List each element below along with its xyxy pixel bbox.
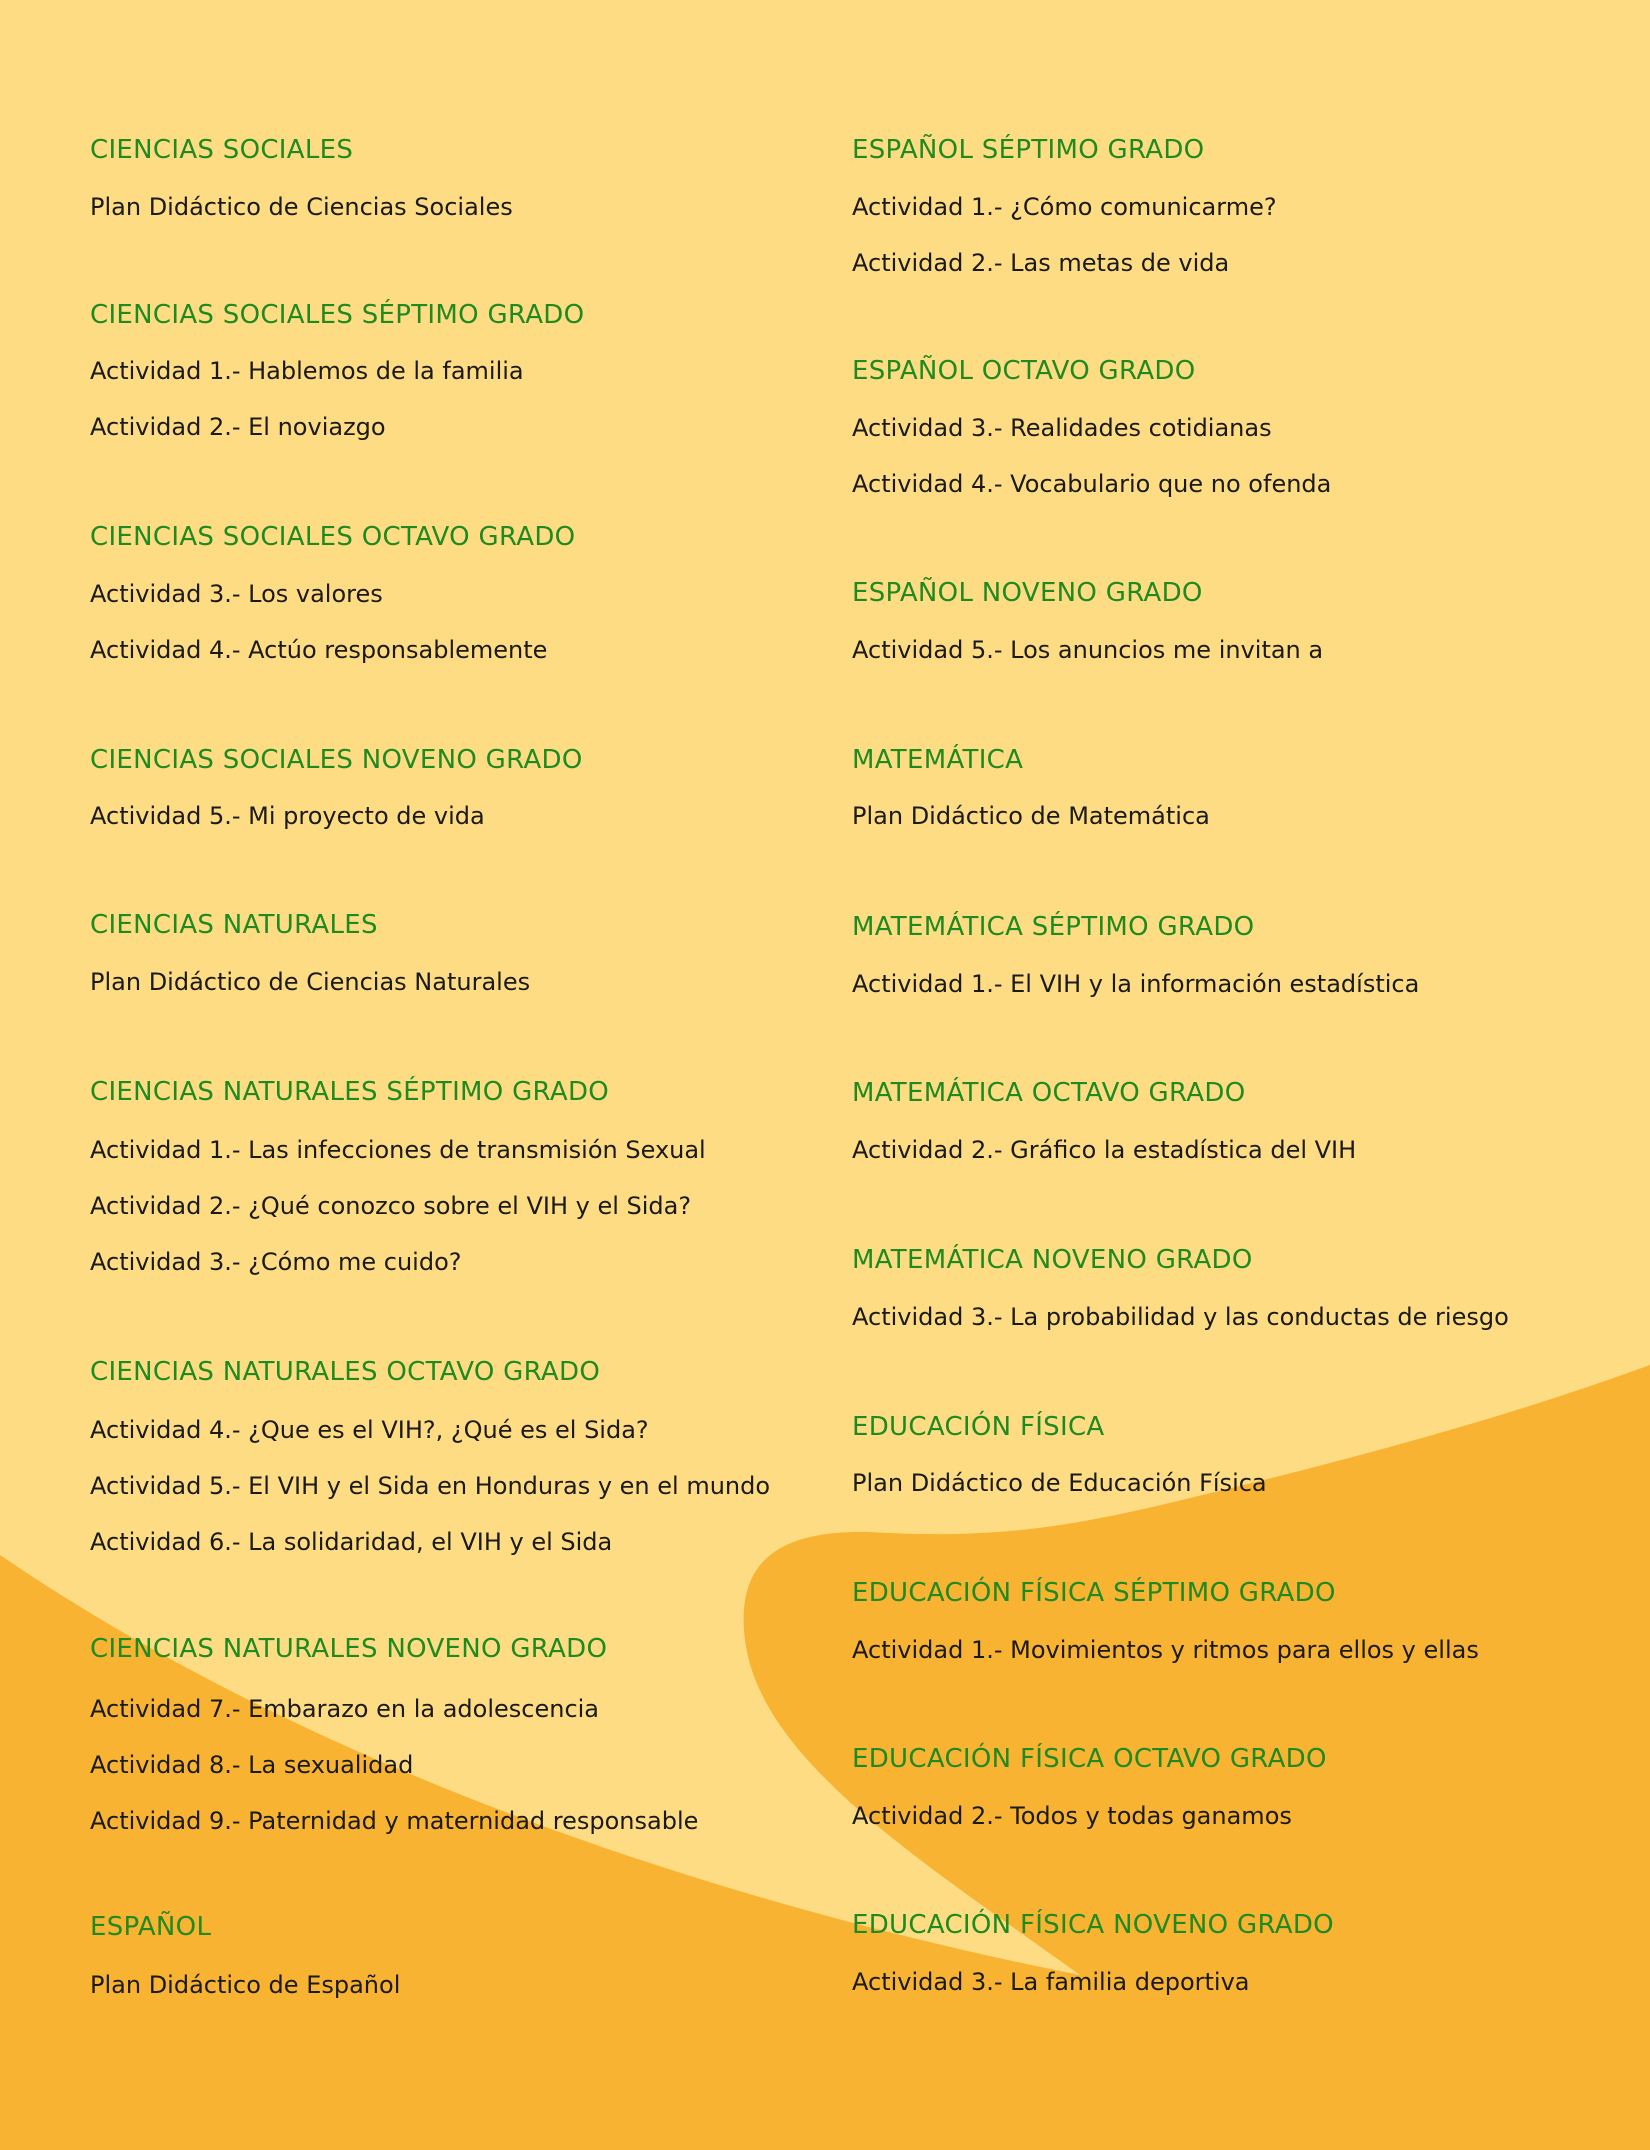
section-heading: CIENCIAS NATURALES NOVENO GRADO: [90, 1634, 608, 1664]
activity-item: Actividad 4.- ¿Que es el VIH?, ¿Qué es el Sida?: [90, 1416, 649, 1444]
section-heading: MATEMÁTICA NOVENO GRADO: [852, 1245, 1253, 1275]
activity-item: Actividad 7.- Embarazo en la adolescencia: [90, 1695, 600, 1723]
section-heading: ESPAÑOL NOVENO GRADO: [852, 578, 1203, 608]
activity-item: Plan Didáctico de Matemática: [852, 802, 1210, 830]
activity-item: Actividad 2.- Todos y todas ganamos: [852, 1802, 1292, 1830]
section-heading: ESPAÑOL OCTAVO GRADO: [852, 356, 1196, 386]
section-heading: CIENCIAS NATURALES SÉPTIMO GRADO: [90, 1077, 610, 1107]
activity-item: Actividad 3.- ¿Cómo me cuido?: [90, 1248, 462, 1276]
activity-item: Actividad 2.- Gráfico la estadística del VIH: [852, 1136, 1357, 1164]
section-heading: CIENCIAS SOCIALES OCTAVO GRADO: [90, 522, 576, 552]
activity-item: Actividad 5.- Los anuncios me invitan a: [852, 636, 1324, 664]
activity-item: Actividad 1.- Hablemos de la familia: [90, 357, 524, 385]
activity-item: Actividad 2.- ¿Qué conozco sobre el VIH y el Sida?: [90, 1192, 692, 1220]
section-heading: CIENCIAS NATURALES: [90, 910, 378, 940]
activity-item: Plan Didáctico de Ciencias Naturales: [90, 968, 531, 996]
activity-item: Plan Didáctico de Educación Física: [852, 1469, 1267, 1497]
section-heading: MATEMÁTICA OCTAVO GRADO: [852, 1078, 1246, 1108]
activity-item: Actividad 5.- El VIH y el Sida en Honduras y en el mundo: [90, 1472, 771, 1500]
activity-item: Actividad 6.- La solidaridad, el VIH y el Sida: [90, 1528, 613, 1556]
activity-item: Actividad 4.- Actúo responsablemente: [90, 636, 548, 664]
activity-item: Actividad 1.- ¿Cómo comunicarme?: [852, 193, 1277, 221]
activity-item: Actividad 3.- La probabilidad y las conductas de riesgo: [852, 1303, 1509, 1331]
activity-item: Actividad 5.- Mi proyecto de vida: [90, 802, 485, 830]
activity-item: Actividad 1.- Las infecciones de transmisión Sexual: [90, 1136, 706, 1164]
section-heading: EDUCACIÓN FÍSICA NOVENO GRADO: [852, 1910, 1334, 1940]
activity-item: Actividad 3.- La familia deportiva: [852, 1968, 1250, 1996]
section-heading: CIENCIAS SOCIALES SÉPTIMO GRADO: [90, 300, 585, 330]
activity-item: Plan Didáctico de Español: [90, 1971, 401, 1999]
activity-item: Actividad 9.- Paternidad y maternidad responsable: [90, 1807, 699, 1835]
section-heading: CIENCIAS SOCIALES NOVENO GRADO: [90, 745, 583, 775]
section-heading: MATEMÁTICA: [852, 745, 1024, 775]
activity-item: Actividad 1.- El VIH y la información estadística: [852, 970, 1420, 998]
activity-item: Actividad 4.- Vocabulario que no ofenda: [852, 470, 1332, 498]
section-heading: MATEMÁTICA SÉPTIMO GRADO: [852, 912, 1255, 942]
section-heading: ESPAÑOL SÉPTIMO GRADO: [852, 135, 1205, 165]
activity-item: Plan Didáctico de Ciencias Sociales: [90, 193, 513, 221]
activity-item: Actividad 2.- El noviazgo: [90, 413, 386, 441]
section-heading: EDUCACIÓN FÍSICA SÉPTIMO GRADO: [852, 1578, 1336, 1608]
activity-item: Actividad 1.- Movimientos y ritmos para ellos y ellas: [852, 1636, 1479, 1664]
section-heading: EDUCACIÓN FÍSICA: [852, 1412, 1105, 1442]
section-heading: CIENCIAS SOCIALES: [90, 135, 354, 165]
activity-item: Actividad 3.- Realidades cotidianas: [852, 414, 1272, 442]
section-heading: ESPAÑOL: [90, 1912, 212, 1942]
activity-item: Actividad 2.- Las metas de vida: [852, 249, 1230, 277]
section-heading: CIENCIAS NATURALES OCTAVO GRADO: [90, 1357, 601, 1387]
activity-item: Actividad 8.- La sexualidad: [90, 1751, 414, 1779]
section-heading: EDUCACIÓN FÍSICA OCTAVO GRADO: [852, 1744, 1327, 1774]
activity-item: Actividad 3.- Los valores: [90, 580, 383, 608]
